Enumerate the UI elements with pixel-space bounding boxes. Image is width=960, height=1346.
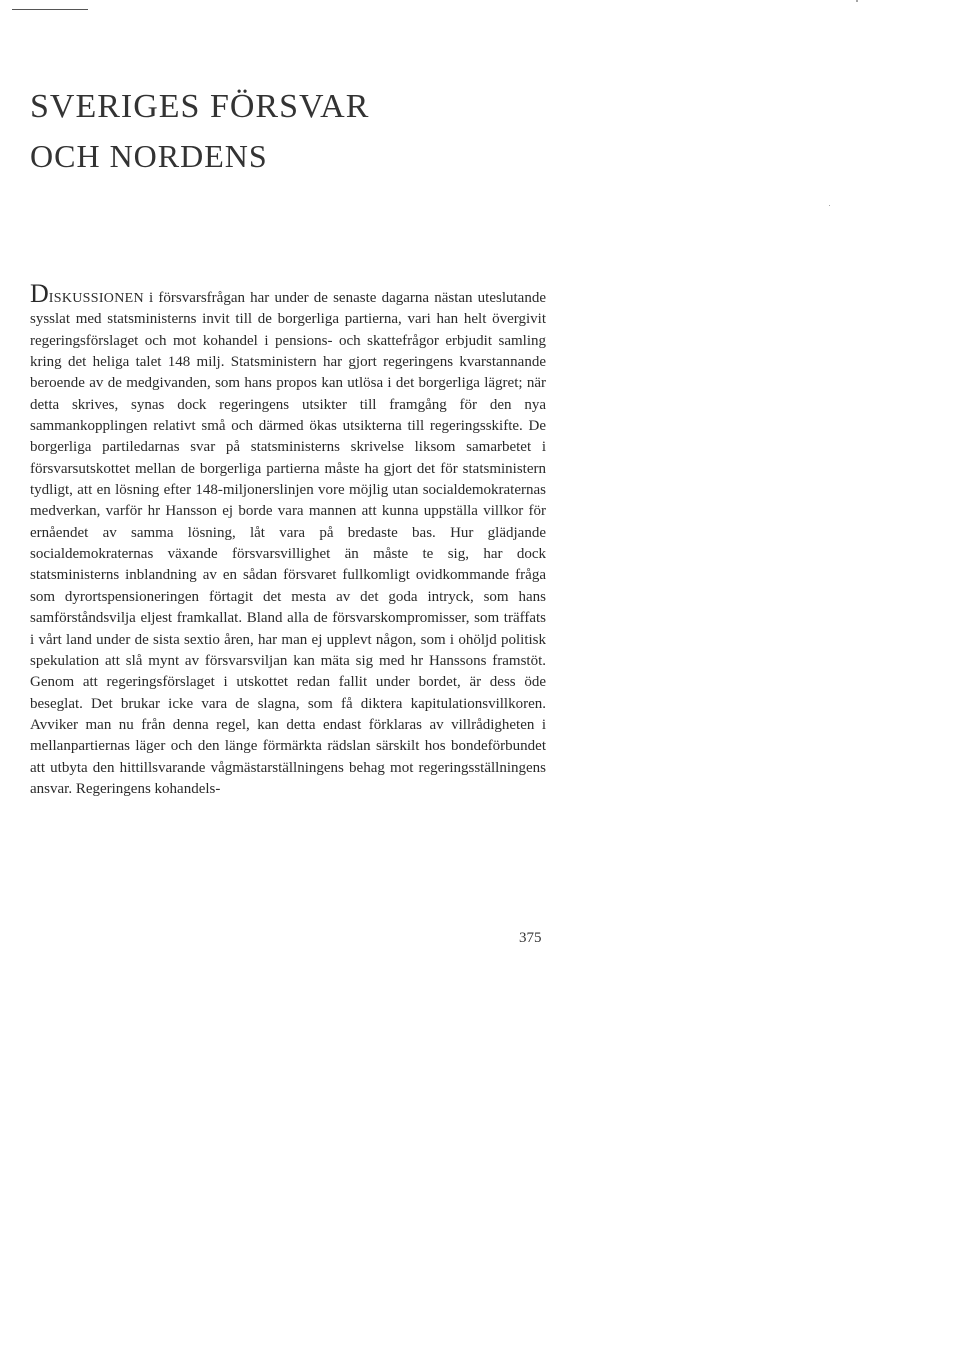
article-title-line-1: SVERIGES FÖRSVAR xyxy=(30,88,370,125)
top-rule xyxy=(12,9,88,10)
scan-speck xyxy=(829,205,830,206)
page-number: 375 xyxy=(519,930,542,946)
article-title-line-2: OCH NORDENS xyxy=(30,138,268,174)
scan-speck xyxy=(856,0,858,2)
article-body xyxy=(30,279,546,800)
body-text: i försvarsfrågan har under de senaste dagarna nästan uteslutande sysslat med statsministerns invit till de borgerliga partierna, vari han helt övergivit regeringsförslaget och mot kohandel i pensions- och skattefrågor erbjudit samling kring det heliga talet 148 milj. Statsministern har gjort regeringens kvarstannande beroende av de medgivanden, som hans propos kan utlösa i det borgerliga lägret; när detta skrives, synas dock regeringens utsikter till framgång för den nya sammankopplingen relativt små och därmed ökas utsikterna till regeringsskifte. De borgerliga partiledarnas svar på statsministerns skrivelse liksom samarbetet i försvarsutskottet mellan de borgerliga partierna måste ha gjort det för statsministern tydligt, att en lösning efter 148-miljonerslinjen vore möjlig utan socialdemokraternas medverkan, varför hr Hansson ej borde vara mannen att kunna uppställa villkor för ernåendet av samma lösning, låt vara på bredaste bas. Hur glädjande socialdemokraternas växande försvarsvillighet än måste te sig, har dock statsministerns inblandning av en sådan försvaret fullkomligt ovidkommande fråga som dyrortspensioneringen förtagit det mesta av det goda intryck, som hans samförståndsvilja eljest framkallat. Bland alla de försvarskompromisser, som träffats i vårt land under de sista sextio åren, har man ej upplevt någon, som i ohöljd politisk spekulation att slå mynt av försvarsviljan kan mäta sig med hr Hanssons framstöt. Genom att regeringsförslaget i utskottet redan fallit under bordet, är dess öde beseglat. Det brukar icke vara de slagna, som få diktera kapitulationsvillkoren. Avviker man nu från denna regel, kan detta endast förklaras av villrådigheten i mellanpartiernas läger och den länge förmärkta rädslan särskilt hos bondeförbundet att utbyta den hittillsvarande vågmästarställningens behag mot regeringsställningens ansvar. Regeringens kohandels- xyxy=(30,290,546,797)
lead-word: ISKUSSIONEN xyxy=(48,291,144,306)
drop-cap: D xyxy=(30,279,49,308)
